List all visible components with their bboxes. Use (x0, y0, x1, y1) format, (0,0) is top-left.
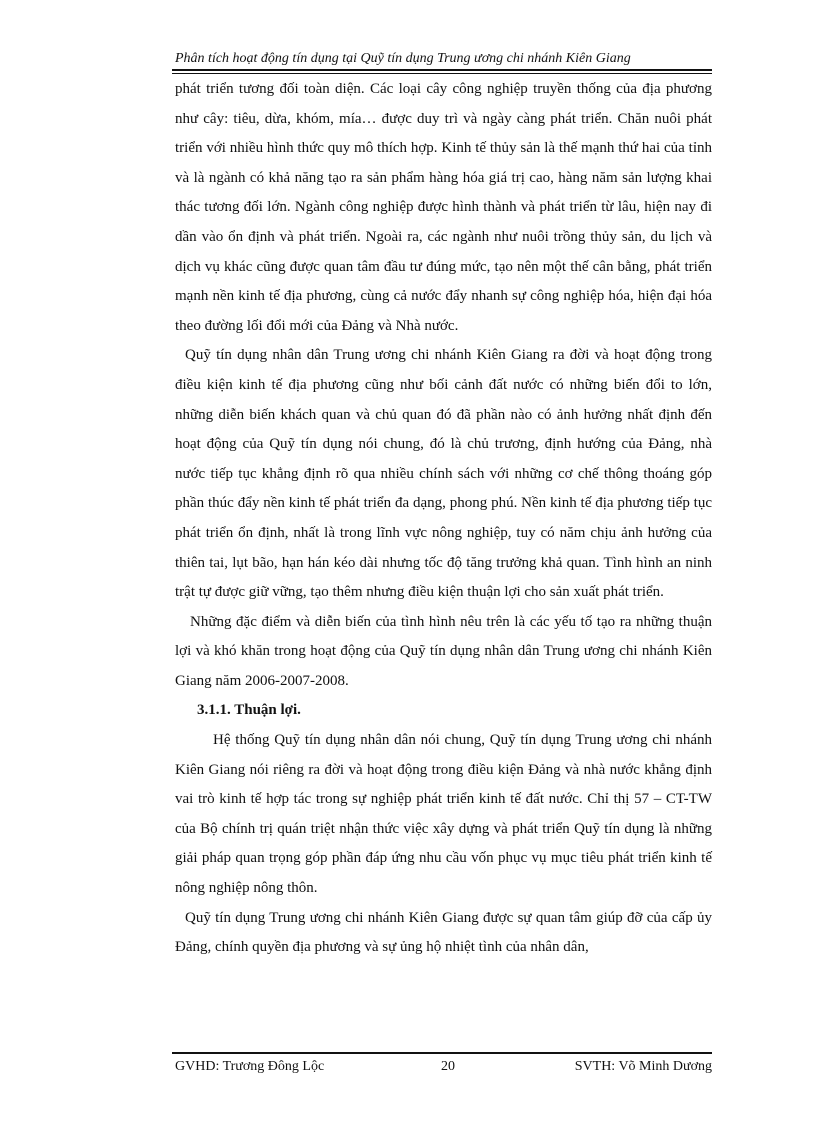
header-rule-thin (172, 73, 712, 74)
footer-advisor: GVHD: Trương Đông Lộc (175, 1059, 325, 1074)
paragraph-4: Hệ thống Quỹ tín dụng nhân dân nói chung, Quỹ tín dụng Trung ương chi nhánh Kiên Giang nói riêng ra đời và hoạt động trong điều kiện Đảng và nhà nước khẳng định vai trò kinh tế hợp tác trong sự nghiệp phát triển kinh tế đất nước. Chỉ thị 57 – CT-TW của Bộ chính trị quán triệt nhận thức việc xây dựng và phát triển Quỹ tín dụng là những giải pháp quan trọng góp phần đáp ứng nhu cầu vốn phục vụ mục tiêu phát triển kinh tế nông nghiệp nông thôn. (175, 732, 712, 897)
section-heading: 3.1.1. Thuận lợi. (197, 702, 301, 719)
running-header: Phân tích hoạt động tín dụng tại Quỹ tín dụng Trung ương chi nhánh Kiên Giang (175, 51, 631, 66)
footer-student: SVTH: Võ Minh Dương (574, 1059, 712, 1074)
page-footer (175, 1057, 712, 1077)
paragraph-1: phát triển tương đối toàn diện. Các loại cây công nghiệp truyền thống của địa phương như cây: tiêu, dừa, khóm, mía… được duy trì và ngày càng phát triển. Chăn nuôi phát triển với nhiều hình thức quy mô thích hợp. Kinh tế thủy sản là thế mạnh thứ hai của tỉnh và là ngành có khả năng tạo ra sản phẩm hàng hóa giá trị cao, hàng năm sản lượng khai thác tương đối lớn. Ngành công nghiệp được hình thành và phát triển từ lâu, hiện nay đi dần vào ổn định và phát triển. Ngoài ra, các ngành như nuôi trồng thủy sản, du lịch và dịch vụ khác cũng được quan tâm đầu tư đúng mức, tạo nên một thế cân bằng, phát triển mạnh nền kinh tế địa phương, cùng cả nước đẩy nhanh sự công nghiệp hóa, hiện đại hóa theo đường lối đổi mới của Đảng và Nhà nước. (175, 81, 712, 334)
page-body (175, 75, 712, 963)
header-rule (172, 69, 712, 71)
page-number: 20 (441, 1059, 455, 1074)
footer-rule (172, 1052, 712, 1054)
paragraph-5: Quỹ tín dụng Trung ương chi nhánh Kiên Giang được sự quan tâm giúp đỡ của cấp ủy Đảng, chính quyền địa phương và sự ủng hộ nhiệt tình của nhân dân, (175, 909, 712, 956)
paragraph-3: Những đặc điểm và diễn biến của tình hình nêu trên là các yếu tố tạo ra những thuận lợi và khó khăn trong hoạt động của Quỹ tín dụng nhân dân Trung ương chi nhánh Kiên Giang năm 2006-2007-2008. (175, 613, 712, 689)
paragraph-2: Quỹ tín dụng nhân dân Trung ương chi nhánh Kiên Giang ra đời và hoạt động trong điều kiện kinh tế địa phương cũng như bối cảnh đất nước có những biến đổi to lớn, những diễn biến khách quan và chủ quan đó đã phần nào có ảnh hưởng nhất định đến hoạt động của Quỹ tín dụng nói chung, đó là chủ trương, định hướng của Đảng, nhà nước tiếp tục khẳng định rõ qua nhiều chính sách với những cơ chế thông thoáng góp phần thúc đẩy nền kinh tế phát triển đa dạng, phong phú. Nền kinh tế địa phương tiếp tục phát triển ổn định, nhất là trong lĩnh vực nông nghiệp, tuy có năm chịu ảnh hưởng của thiên tai, lụt bão, hạn hán kéo dài nhưng tốc độ tăng trưởng khả quan. Tình hình an ninh trật tự được giữ vững, tạo thêm nhưng điều kiện thuận lợi cho sản xuất phát triển. (175, 347, 712, 601)
